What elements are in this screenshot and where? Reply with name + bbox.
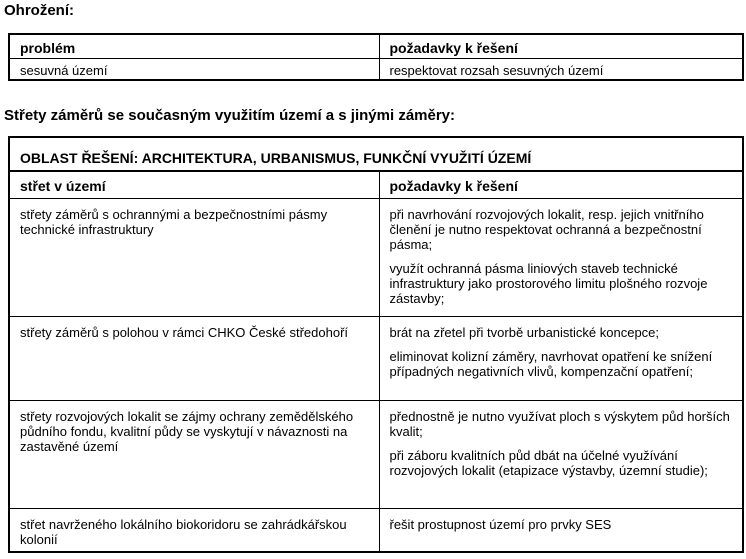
column-header-requirements: požadavky k řešení (379, 171, 743, 198)
cell-conflict (9, 316, 379, 400)
table-header-row (9, 171, 743, 198)
cell-conflict (9, 508, 379, 552)
column-header-conflict: střet v území (9, 171, 379, 198)
cell-problem: sesuvná území (9, 58, 379, 80)
cell-requirements (379, 400, 743, 508)
conflict-text: střety záměrů s polohou v rámci CHKO České středohoří (20, 324, 349, 340)
conflict-text: střety rozvojových lokalit se zájmy ochrany zemědělského půdního fondu, kvalitní půdy se vyskytují v návaznosti na zastavěné území (20, 408, 354, 454)
table-row (9, 400, 743, 508)
requirement-text: brát na zřetel při tvorbě urbanistické koncepce; (389, 324, 660, 340)
conflict-text: střety záměrů s ochrannými a bezpečnostními pásmy technické infrastruktury (20, 206, 328, 237)
requirement-text: při záboru kvalitních půd dbát na účelné využívání rozvojových lokalit (etapizace výstavby, územní studie); (389, 447, 708, 478)
section-heading-conflicts: Střety záměrů se současným využitím území a s jinými záměry: (4, 107, 456, 124)
cell-conflict (9, 198, 379, 316)
conflicts-table (8, 136, 744, 553)
table-title: OBLAST ŘEŠENÍ: ARCHITEKTURA, URBANISMUS, FUNKČNÍ VYUŽITÍ ÚZEMÍ (9, 137, 743, 171)
table-title-row (9, 137, 743, 171)
cell-requirements (379, 508, 743, 552)
table-row (9, 198, 743, 316)
requirement-text: využít ochranná pásma liniových staveb technické infrastruktury jako prostorového limitu plošného rozvoje zástavby; (389, 260, 708, 306)
requirement-text: při navrhování rozvojových lokalit, resp. jejich vnitřního členění je nutno respektovat ochranná a bezpečnostní pásma; (389, 206, 704, 252)
cell-conflict (9, 400, 379, 508)
column-header-requirements: požadavky k řešení (379, 34, 743, 58)
table-row (9, 58, 743, 80)
threats-table (8, 33, 744, 81)
requirement-text: eliminovat kolizní záměry, navrhovat opatření ke snížení případných negativních vlivů, kompenzační opatření; (389, 348, 713, 379)
table-row (9, 316, 743, 400)
table-row (9, 508, 743, 552)
cell-requirements (379, 316, 743, 400)
cell-requirement: respektovat rozsah sesuvných území (379, 58, 743, 80)
requirement-text: řešit prostupnost území pro prvky SES (389, 516, 612, 532)
column-header-problem: problém (9, 34, 379, 58)
conflict-text: střet navrženého lokálního biokoridoru se zahrádkářskou kolonií (20, 516, 347, 547)
section-heading-threats: Ohrožení: (4, 2, 74, 19)
table-header-row (9, 34, 743, 58)
requirement-text: přednostně je nutno využívat ploch s výskytem půd horších kvalit; (389, 408, 730, 439)
cell-requirements (379, 198, 743, 316)
